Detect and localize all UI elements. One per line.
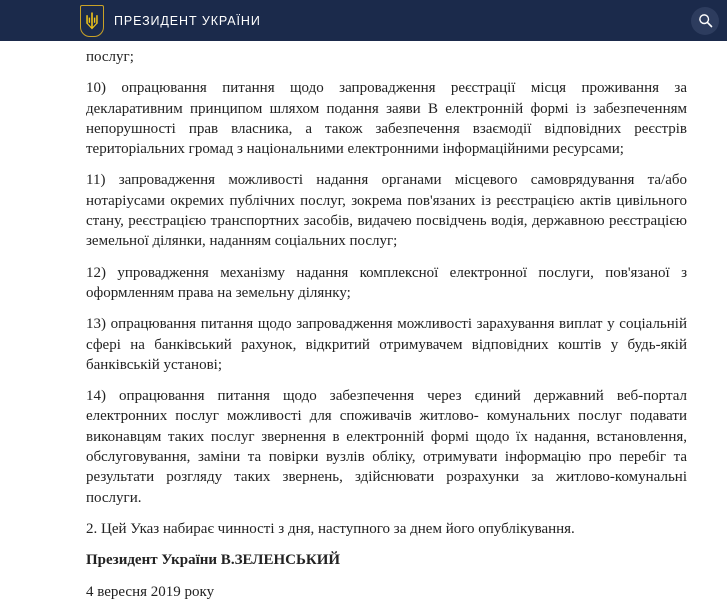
document-date: 4 вересня 2019 року — [86, 583, 215, 600]
document-viewport — [0, 41, 727, 600]
paragraph: 10) опрацювання питання щодо запровадження реєстрації місця проживання за декларативним принципом шляхом подання заяви В електронній формі із забезпеченням непорушності прав власника, а також забезпечення взаємодії відповідних реєстрів територіальних громад з національними електронними інформаційними ресурсами; — [86, 80, 687, 158]
paragraph: 13) опрацювання питання щодо запровадження можливості зарахування виплат у соціальній сфері на банківський рахунок, відкритий отримувачем відповідних коштів у будь-якій банківській установі; — [86, 316, 687, 373]
ukraine-trident-emblem-icon — [80, 5, 104, 37]
header-left-spacer — [0, 0, 80, 41]
site-brand[interactable] — [80, 0, 261, 41]
signature-line: Президент України В.ЗЕЛЕНСЬКИЙ — [86, 552, 341, 569]
paragraph: 12) упровадження механізму надання комплексної електронної послуги, пов'язаної з оформленням права на земельну ділянку; — [86, 264, 687, 301]
paragraph: 2. Цей Указ набирає чинності з дня, наступного за днем його опублікування. — [86, 520, 575, 537]
document-body — [86, 41, 687, 602]
site-header — [0, 0, 727, 41]
site-title: ПРЕЗИДЕНТ УКРАЇНИ — [114, 13, 261, 28]
paragraph: 11) запровадження можливості надання органами місцевого самоврядування та/або нотаріусами окремих публічних послуг, зокрема пов'язаних із реєстрацією актів цивільного стану, реєстрацією транспортних засобів, видачею посвідчень водія, державною реєстрацією земельної ділянки, наданням соціальних послуг; — [86, 172, 687, 250]
paragraph: 14) опрацювання питання щодо забезпечення через єдиний державний веб-портал електронних послуг можливості для споживачів житлово- комунальних послуг подавати виконавцям таких послуг звернення в електронній формі щодо їх надання, встановлення, обслуговування, заміни та повірки вузлів обліку, отримувати інформацію про перебіг та результати розгляду таких звернень, здійснювати розрахунки за житлово-комунальні послуги. — [86, 388, 687, 506]
paragraph: послуг; — [86, 49, 134, 65]
search-icon[interactable] — [691, 7, 719, 35]
